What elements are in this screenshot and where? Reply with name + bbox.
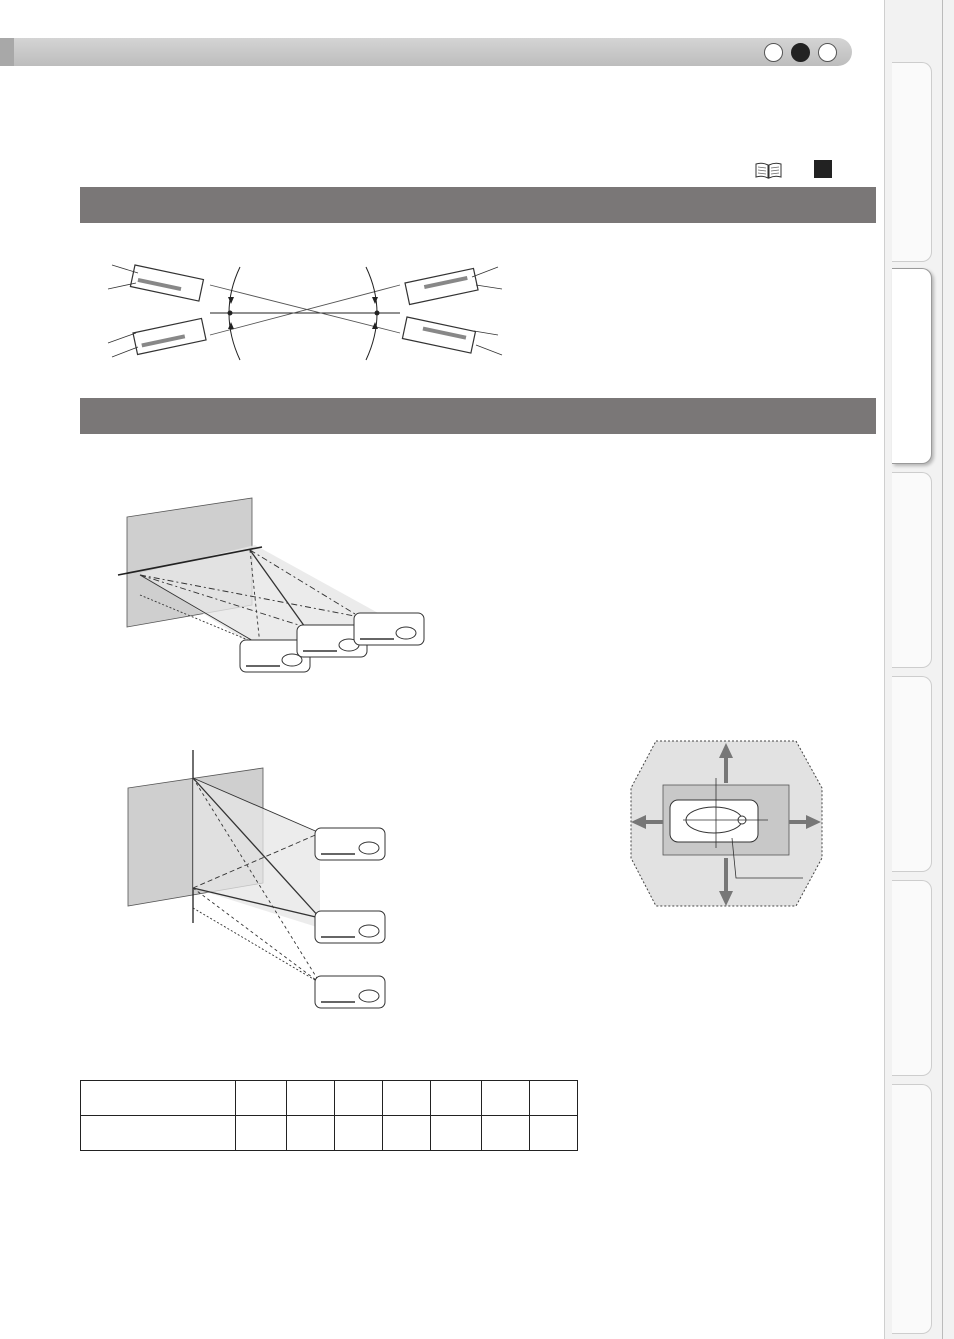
table-cell	[529, 1081, 577, 1116]
tilt-angle-diagram	[100, 255, 510, 370]
side-tab-2[interactable]	[892, 268, 932, 464]
header-left-mark	[0, 38, 14, 66]
shift-range-diagram	[628, 738, 824, 910]
book-icon	[755, 162, 782, 179]
table-cell	[334, 1081, 382, 1116]
section-bar-2	[80, 398, 876, 434]
table-cell	[481, 1116, 529, 1151]
table-cell	[286, 1116, 334, 1151]
side-tab-4[interactable]	[892, 676, 932, 872]
side-tab-6[interactable]	[892, 1084, 932, 1334]
table-cell	[334, 1116, 382, 1151]
chapter-indicator-2	[791, 43, 810, 62]
table-cell	[286, 1081, 334, 1116]
chapter-indicator-1	[764, 43, 783, 62]
table-row	[81, 1116, 578, 1151]
projector-top	[315, 828, 385, 860]
projector-right	[354, 613, 424, 645]
projector-bottom-left	[133, 318, 206, 354]
table-cell	[81, 1081, 236, 1116]
projector-front-view	[670, 800, 758, 842]
projector-bottom-right	[402, 317, 475, 353]
side-tab-3[interactable]	[892, 472, 932, 668]
table-cell	[383, 1116, 431, 1151]
table-cell	[481, 1081, 529, 1116]
section-bar-1	[80, 187, 876, 223]
table-cell	[383, 1081, 431, 1116]
vertical-shift-diagram	[120, 748, 400, 1018]
table-cell	[529, 1116, 577, 1151]
table-cell	[236, 1081, 286, 1116]
table-row	[81, 1081, 578, 1116]
projector-top-left	[130, 265, 203, 301]
table-cell	[236, 1116, 286, 1151]
header-bar	[0, 38, 852, 66]
spec-table	[80, 1080, 578, 1151]
rail-divider	[942, 0, 943, 1339]
table-cell	[431, 1081, 481, 1116]
table-cell	[81, 1116, 236, 1151]
horizontal-shift-diagram	[110, 495, 430, 685]
projector-top-right	[405, 268, 478, 304]
side-tab-1[interactable]	[892, 62, 932, 262]
side-tab-5[interactable]	[892, 880, 932, 1076]
chapter-indicator-3	[818, 43, 837, 62]
table-cell	[431, 1116, 481, 1151]
projector-bottom	[315, 976, 385, 1008]
projector-center	[315, 911, 385, 943]
black-square-icon	[814, 160, 832, 178]
